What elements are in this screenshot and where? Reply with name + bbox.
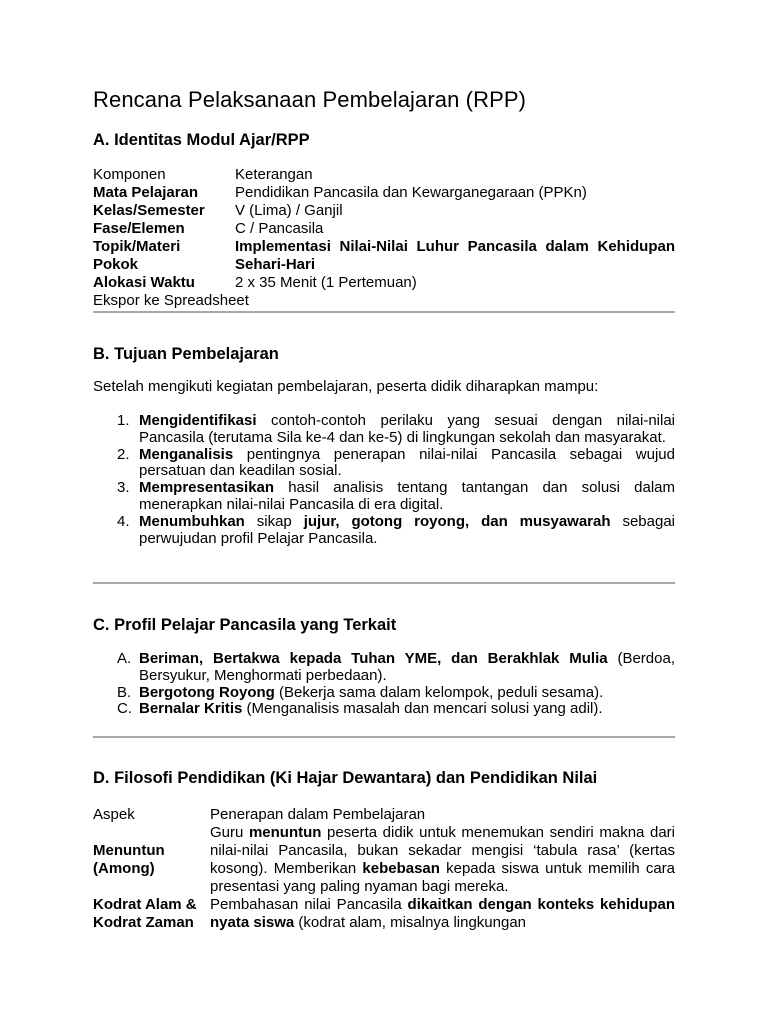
export-spreadsheet-link[interactable]: Ekspor ke Spreadsheet <box>93 292 249 309</box>
list-item <box>93 651 675 685</box>
page-title: Rencana Pelaksanaan Pembelajaran (RPP) <box>93 87 527 112</box>
description-keyword: kebebasan <box>362 860 440 877</box>
objective-keyword: Mempresentasikan <box>139 479 275 497</box>
divider <box>93 736 675 738</box>
table-row <box>93 292 675 310</box>
objective-text: sikap <box>244 512 304 530</box>
identity-value: Pendidikan Pancasila dan Kewarganegaraan (PPKn) <box>235 184 587 201</box>
identity-value: V (Lima) / Ganjil <box>235 202 343 219</box>
list-item <box>93 413 675 447</box>
identity-label: Kelas/Semester <box>93 202 205 219</box>
divider <box>93 311 675 313</box>
description-keyword: menuntun <box>248 824 322 841</box>
identity-label: Alokasi Waktu <box>93 274 195 291</box>
identity-value: C / Pancasila <box>235 220 324 237</box>
list-item <box>93 480 675 514</box>
description-text: (kodrat alam, misalnya lingkungan <box>294 914 527 931</box>
profile-list <box>93 651 675 718</box>
identity-value: 2 x 35 Menit (1 Pertemuan) <box>235 274 417 291</box>
list-marker: B. <box>117 683 132 701</box>
section-d-heading: D. Filosofi Pendidikan (Ki Hajar Dewantara) dan Pendidikan Nilai <box>93 769 598 787</box>
philosophy-header-aspek: Aspek <box>93 806 135 823</box>
section-c-heading: C. Profil Pelajar Pancasila yang Terkait <box>93 616 397 634</box>
section-a-heading: A. Identitas Modul Ajar/RPP <box>93 131 310 149</box>
list-item <box>93 701 675 718</box>
aspect-description <box>210 896 675 932</box>
philosophy-header-penerapan: Penerapan dalam Pembelajaran <box>210 806 426 823</box>
identity-label: Fase/Elemen <box>93 220 185 237</box>
table-row <box>93 238 675 274</box>
list-item <box>93 514 675 548</box>
table-row <box>93 896 675 932</box>
identity-header-keterangan: Keterangan <box>235 166 313 183</box>
aspect-label: Menuntun (Among) <box>93 842 165 877</box>
description-keyword: dikaitkan dengan konteks kehidupan nyata siswa <box>210 896 675 931</box>
objective-text: pentingnya penerapan nilai-nilai Pancasila sebagai wujud persatuan dan keadilan sosial. <box>139 445 675 480</box>
objective-text: contoh-contoh perilaku yang sesuai dengan nilai-nilai Pancasila (terutama Sila ke-4 dan ke-5) di lingkungan sekolah dan masyarakat. <box>139 412 675 446</box>
objective-keyword: Menumbuhkan <box>139 512 245 530</box>
learning-objectives-list <box>93 413 675 547</box>
objective-keyword: Menganalisis <box>139 445 234 463</box>
identity-value: Implementasi Nilai-Nilai Luhur Pancasila dalam Kehidupan Sehari-Hari <box>235 238 675 273</box>
profile-text: (Berdoa, Bersyukur, Menghormati perbedaan). <box>139 650 675 684</box>
profile-keyword: Bergotong Royong <box>139 683 275 701</box>
table-row <box>93 202 675 220</box>
objective-text: sebagai perwujudan profil Pelajar Pancasila. <box>139 512 675 547</box>
philosophy-table-header <box>93 806 675 824</box>
profile-keyword: Bernalar Kritis <box>139 700 243 718</box>
identity-label: Mata Pelajaran <box>93 184 199 201</box>
identity-table-header <box>93 166 675 184</box>
description-text: kepada siswa untuk memilih cara presentasi yang paling nyaman bagi mereka. <box>210 860 675 895</box>
list-marker: 1. <box>117 412 130 429</box>
identity-label: Topik/Materi Pokok <box>93 238 181 273</box>
list-item <box>93 447 675 481</box>
list-marker: 2. <box>117 445 130 463</box>
list-marker: 3. <box>117 479 130 497</box>
profile-text: (Menganalisis masalah dan mencari solusi yang adil). <box>242 700 603 718</box>
list-marker: A. <box>117 650 132 667</box>
aspect-description <box>210 824 675 896</box>
philosophy-table <box>93 806 675 932</box>
description-text: Guru <box>210 824 249 841</box>
identity-header-komponen: Komponen <box>93 166 166 183</box>
description-text: peserta didik untuk menemukan sendiri makna dari nilai-nilai Pancasila, bukan sekadar mengisi ‘tabula rasa’ (kertas kosong). Memberikan <box>210 824 676 877</box>
aspect-label: Kodrat Alam & Kodrat Zaman <box>93 896 197 931</box>
objective-keyword: Mengidentifikasi <box>139 412 257 429</box>
list-marker: 4. <box>117 512 130 530</box>
list-item <box>93 685 675 702</box>
profile-keyword: Beriman, Bertakwa kepada Tuhan YME, dan Berakhlak Mulia <box>139 650 608 667</box>
section-b-heading: B. Tujuan Pembelajaran <box>93 345 279 363</box>
table-row <box>93 824 675 896</box>
profile-text: (Bekerja sama dalam kelompok, peduli sesama). <box>274 683 604 701</box>
table-row <box>93 184 675 202</box>
table-row <box>93 274 675 292</box>
divider <box>93 582 675 584</box>
list-marker: C. <box>117 700 132 718</box>
identity-table <box>93 166 675 310</box>
objective-keyword: jujur, gotong royong, dan musyawarah <box>303 512 611 530</box>
section-b-intro: Setelah mengikuti kegiatan pembelajaran, peserta didik diharapkan mampu: <box>93 378 599 395</box>
description-text: Pembahasan nilai Pancasila <box>210 896 408 913</box>
objective-text: hasil analisis tentang tantangan dan solusi dalam menerapkan nilai-nilai Pancasila di era digital. <box>139 479 675 513</box>
table-row <box>93 220 675 238</box>
